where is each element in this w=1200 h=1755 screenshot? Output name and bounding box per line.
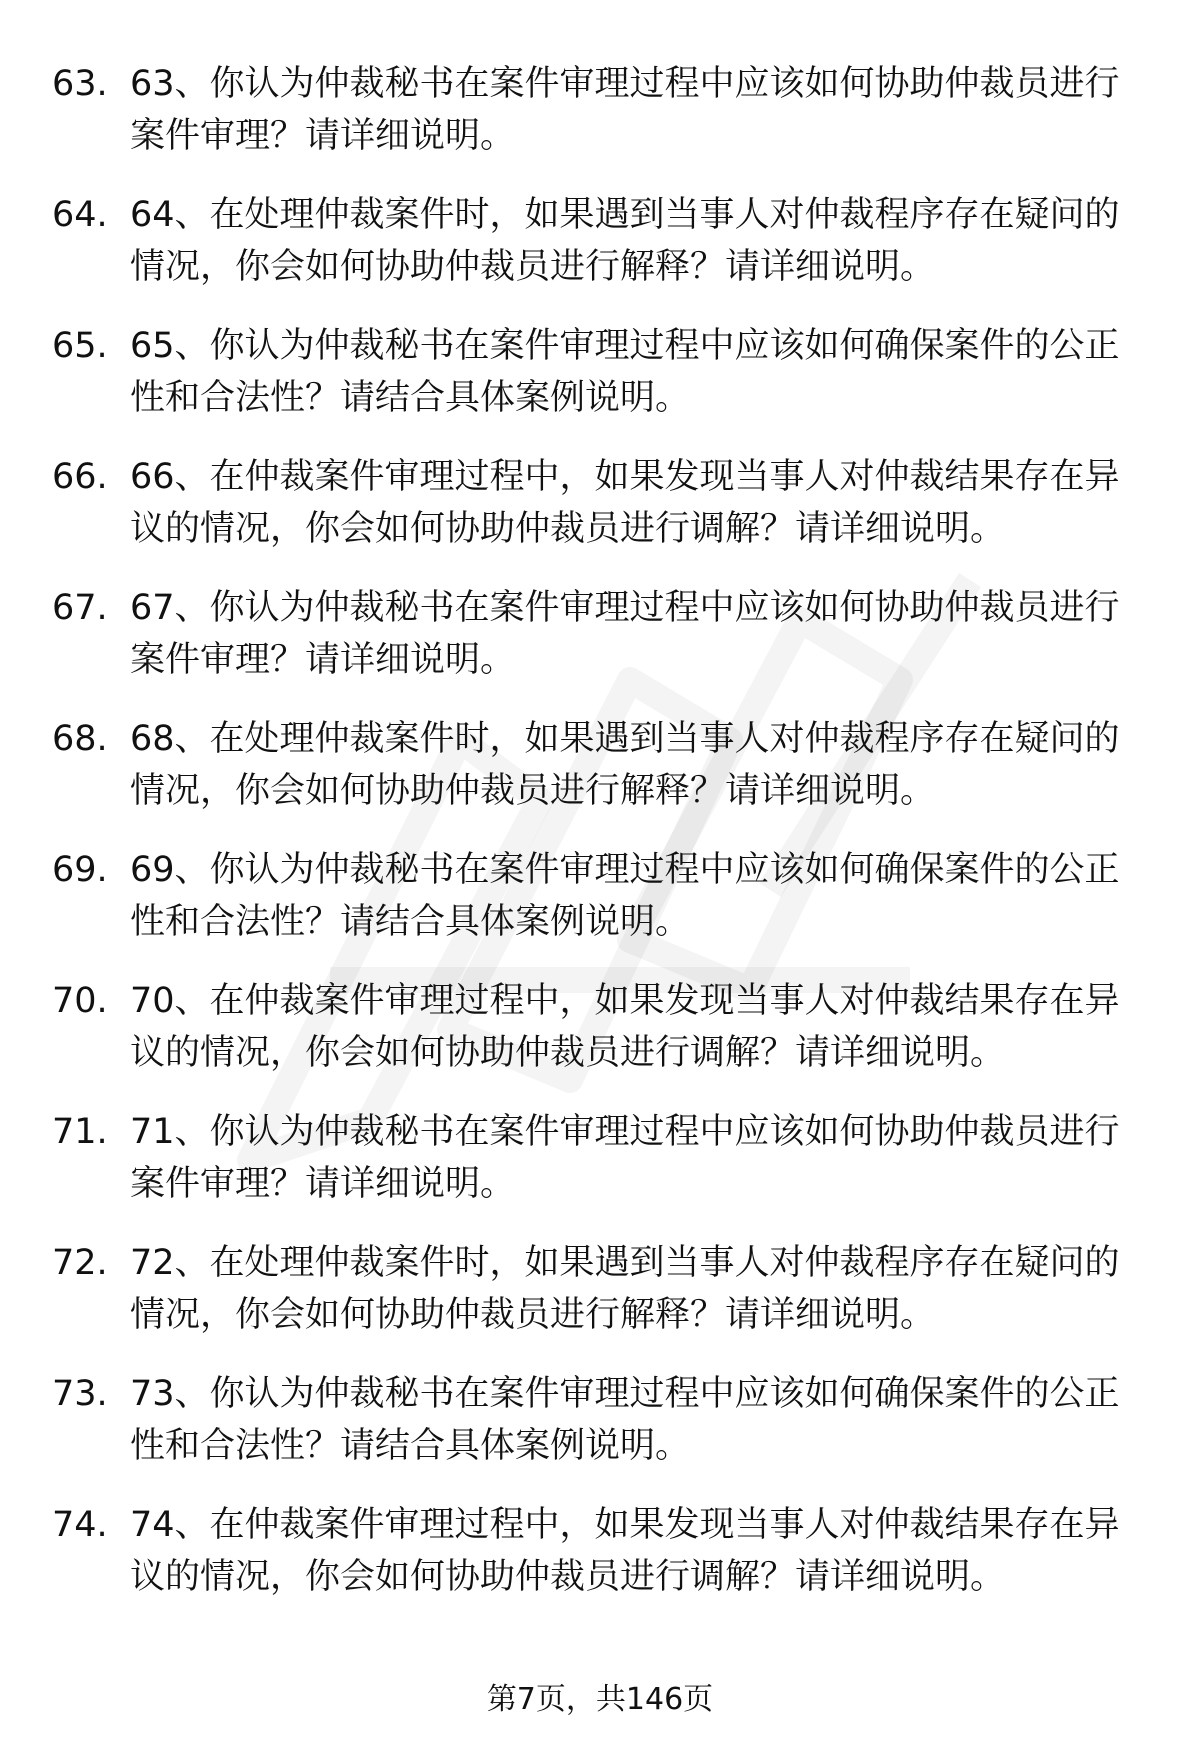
item-number: 64. — [52, 195, 108, 235]
question-list — [0, 58, 1200, 1630]
question-line: 68、在处理仲裁案件时，如果遇到当事人对仲裁程序存在疑问的 — [130, 719, 1120, 759]
item-number: 71. — [52, 1112, 108, 1152]
question-line: 性和合法性？请结合具体案例说明。 — [130, 902, 691, 942]
question-text — [130, 1237, 1140, 1341]
question-line: 案件审理？请详细说明。 — [130, 640, 516, 680]
question-line: 66、在仲裁案件审理过程中，如果发现当事人对仲裁结果存在异 — [130, 457, 1120, 497]
question-line: 65、你认为仲裁秘书在案件审理过程中应该如何确保案件的公正 — [130, 326, 1120, 366]
question-line: 情况，你会如何协助仲裁员进行解释？请详细说明。 — [130, 1295, 936, 1335]
question-line: 73、你认为仲裁秘书在案件审理过程中应该如何确保案件的公正 — [130, 1374, 1120, 1414]
question-line: 67、你认为仲裁秘书在案件审理过程中应该如何协助仲裁员进行 — [130, 588, 1120, 628]
list-item — [0, 975, 1200, 1106]
question-line: 70、在仲裁案件审理过程中，如果发现当事人对仲裁结果存在异 — [130, 981, 1120, 1021]
question-line: 情况，你会如何协助仲裁员进行解释？请详细说明。 — [130, 247, 936, 287]
item-number: 68. — [52, 719, 108, 759]
question-line: 63、你认为仲裁秘书在案件审理过程中应该如何协助仲裁员进行 — [130, 64, 1120, 104]
question-text — [130, 582, 1140, 686]
page-footer: 第7页，共146页 — [486, 1682, 714, 1717]
question-line: 74、在仲裁案件审理过程中，如果发现当事人对仲裁结果存在异 — [130, 1505, 1120, 1545]
question-line: 性和合法性？请结合具体案例说明。 — [130, 1426, 691, 1466]
list-item — [0, 451, 1200, 582]
item-number: 65. — [52, 326, 108, 366]
item-number: 72. — [52, 1243, 108, 1283]
list-item — [0, 320, 1200, 451]
question-text — [130, 975, 1140, 1079]
question-line: 72、在处理仲裁案件时，如果遇到当事人对仲裁程序存在疑问的 — [130, 1243, 1120, 1283]
question-line: 性和合法性？请结合具体案例说明。 — [130, 378, 691, 418]
list-item — [0, 1368, 1200, 1499]
item-number: 73. — [52, 1374, 108, 1414]
question-text — [130, 1368, 1140, 1472]
item-number: 63. — [52, 64, 108, 104]
item-number: 66. — [52, 457, 108, 497]
question-line: 64、在处理仲裁案件时，如果遇到当事人对仲裁程序存在疑问的 — [130, 195, 1120, 235]
question-line: 案件审理？请详细说明。 — [130, 1164, 516, 1204]
list-item — [0, 1499, 1200, 1630]
question-line: 议的情况，你会如何协助仲裁员进行调解？请详细说明。 — [130, 1557, 1006, 1597]
question-line: 71、你认为仲裁秘书在案件审理过程中应该如何协助仲裁员进行 — [130, 1112, 1120, 1152]
list-item — [0, 844, 1200, 975]
list-item — [0, 1237, 1200, 1368]
list-item — [0, 582, 1200, 713]
question-text — [130, 451, 1140, 555]
list-item — [0, 1106, 1200, 1237]
list-item — [0, 189, 1200, 320]
question-line: 案件审理？请详细说明。 — [130, 116, 516, 156]
question-line: 69、你认为仲裁秘书在案件审理过程中应该如何确保案件的公正 — [130, 850, 1120, 890]
item-number: 69. — [52, 850, 108, 890]
question-line: 议的情况，你会如何协助仲裁员进行调解？请详细说明。 — [130, 1033, 1006, 1073]
question-text — [130, 189, 1140, 293]
list-item — [0, 713, 1200, 844]
question-text — [130, 1106, 1140, 1210]
item-number: 74. — [52, 1505, 108, 1545]
item-number: 67. — [52, 588, 108, 628]
question-text — [130, 844, 1140, 948]
question-text — [130, 713, 1140, 817]
question-text — [130, 1499, 1140, 1603]
item-number: 70. — [52, 981, 108, 1021]
question-line: 议的情况，你会如何协助仲裁员进行调解？请详细说明。 — [130, 509, 1006, 549]
question-text — [130, 320, 1140, 424]
list-item — [0, 58, 1200, 189]
question-line: 情况，你会如何协助仲裁员进行解释？请详细说明。 — [130, 771, 936, 811]
question-text — [130, 58, 1140, 162]
